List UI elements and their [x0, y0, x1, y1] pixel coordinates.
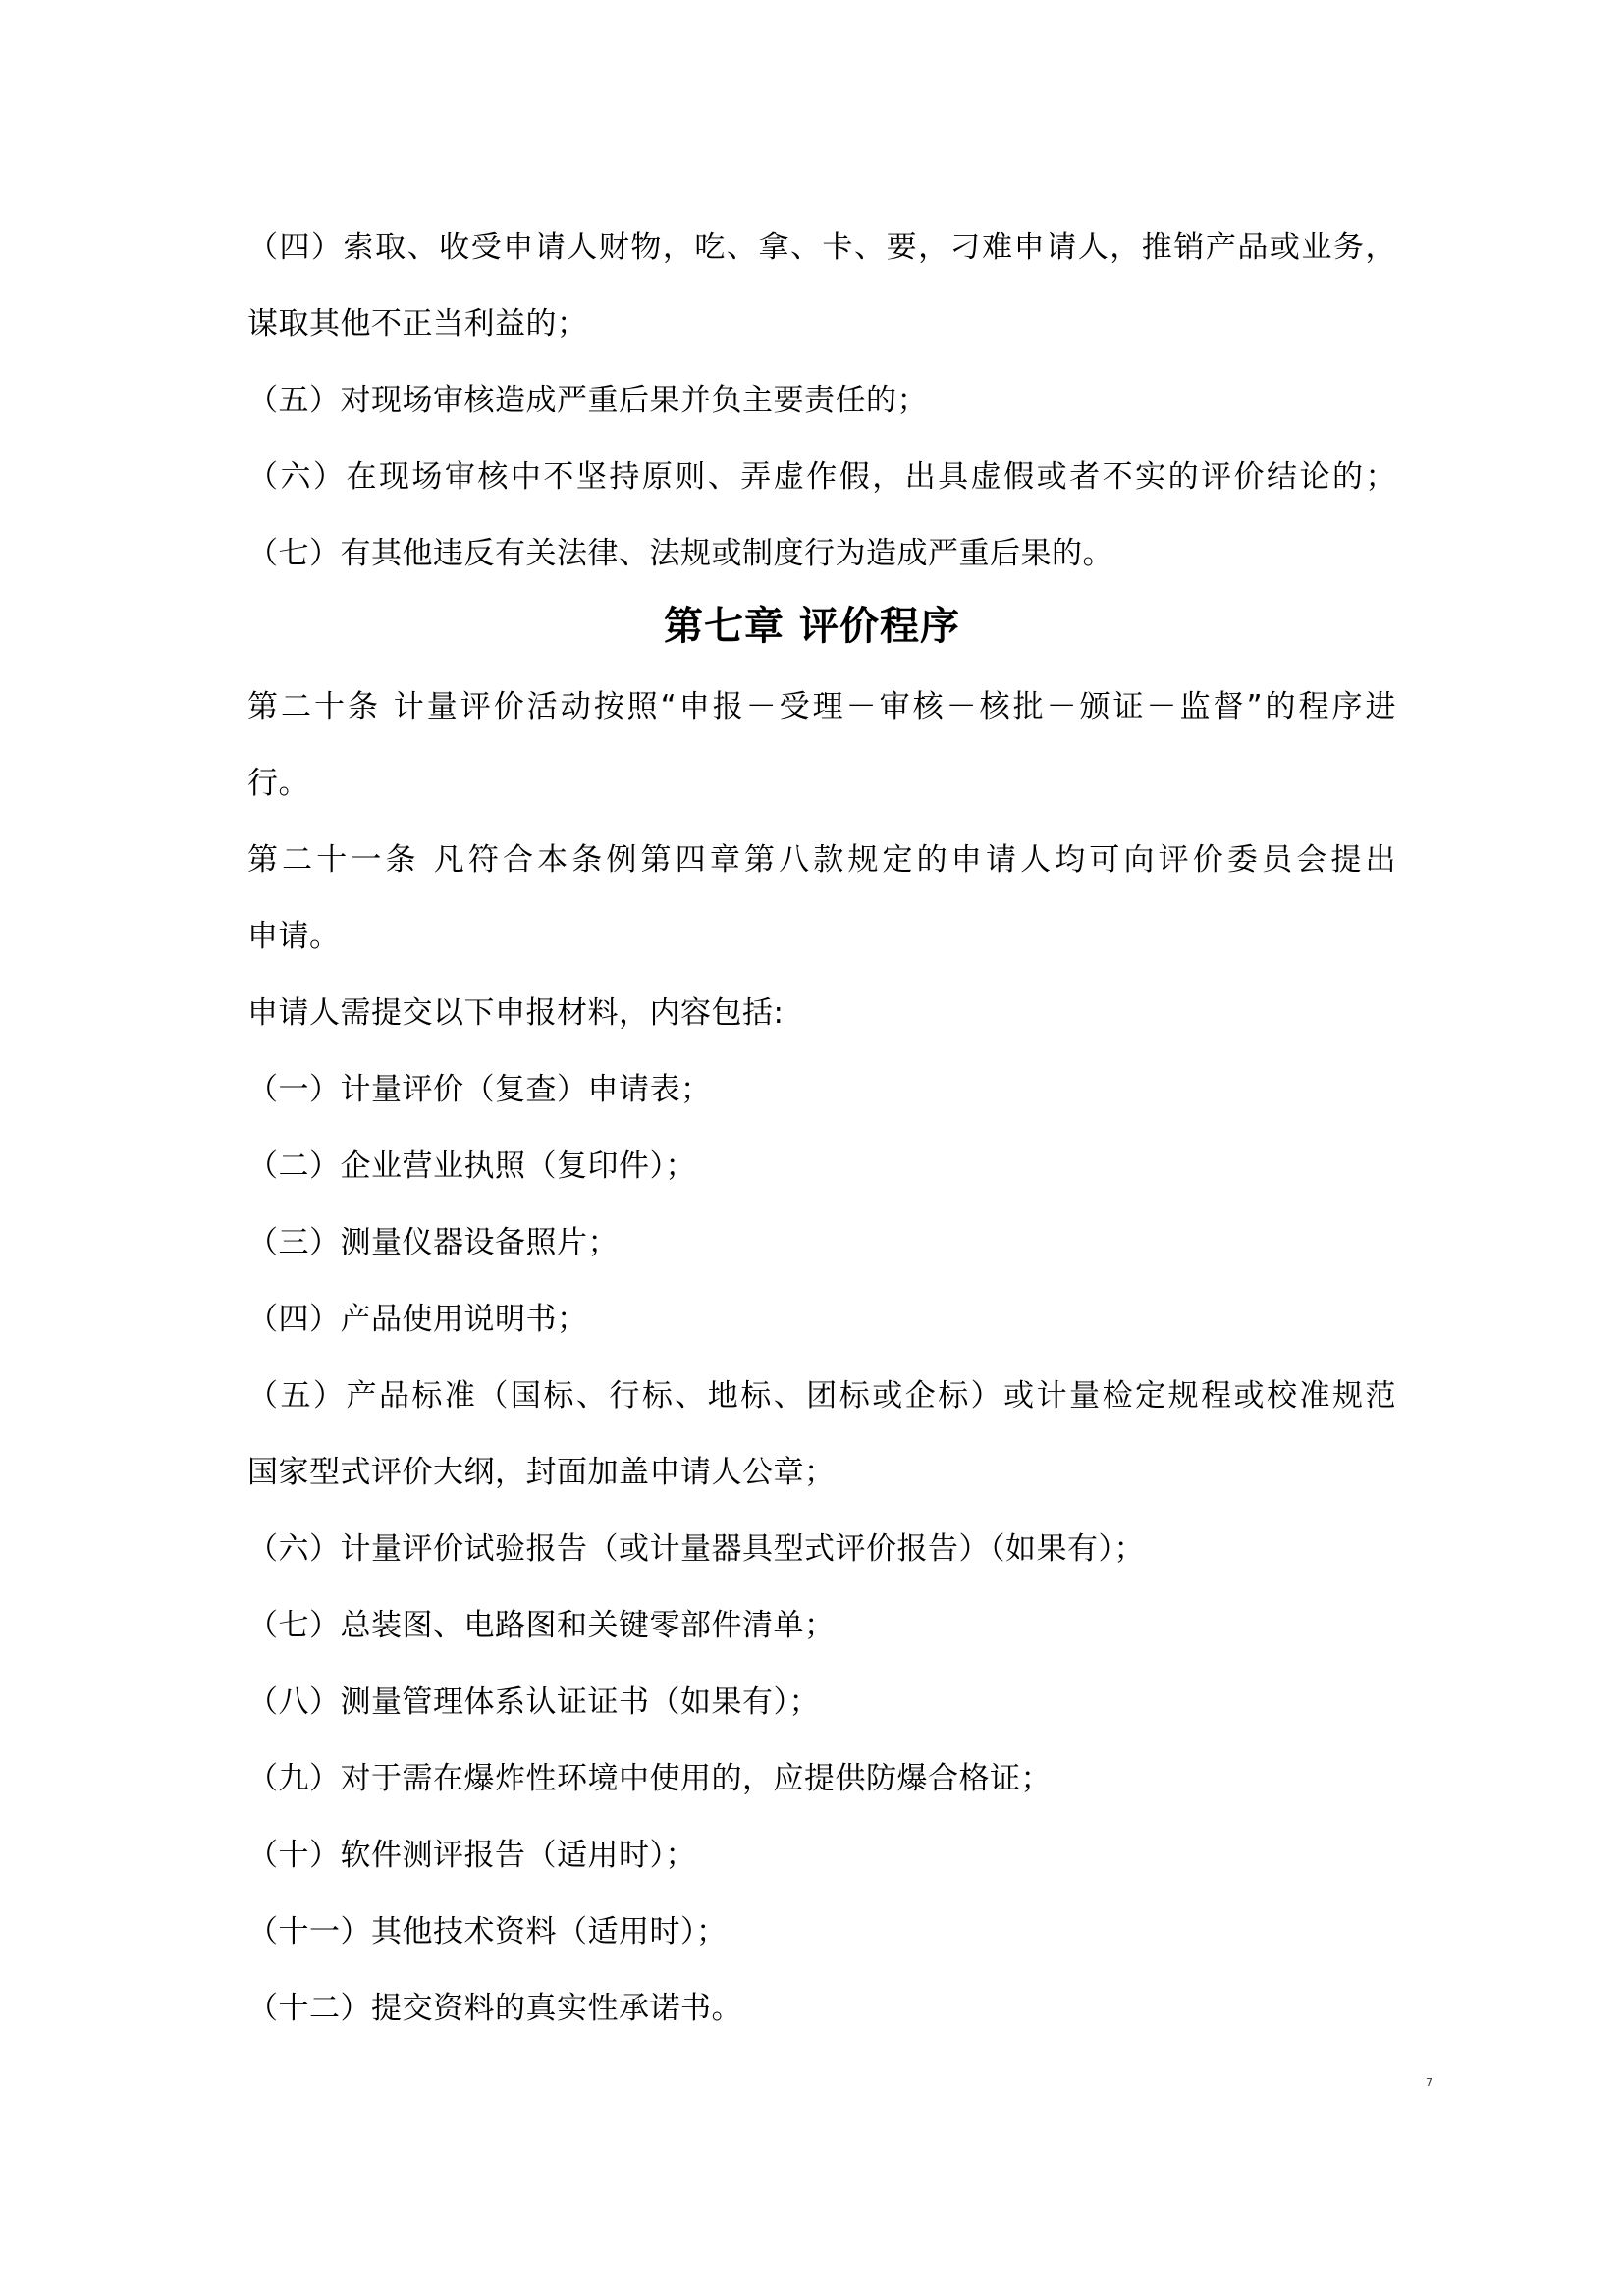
- material-item-10: （十）软件测评报告（适用时）；: [247, 1838, 696, 1873]
- clause-6: （六）在现场审核中不坚持原则、弄虚作假，出具虚假或者不实的评价结论的；: [247, 459, 1396, 495]
- clause-4-line-1: （四）索取、收受申请人财物，吃、拿、卡、要，刁难申请人，推销产品或业务，: [247, 230, 1396, 265]
- material-item-1: （一）计量评价（复查）申请表；: [247, 1072, 712, 1107]
- article-20-line-2: 行。: [247, 766, 309, 801]
- material-item-11: （十一）其他技术资料（适用时）；: [247, 1914, 728, 1949]
- material-item-8: （八）测量管理体系认证证书（如果有）；: [247, 1684, 820, 1720]
- article-21-line-1: 第二十一条 凡符合本条例第四章第八款规定的申请人均可向评价委员会提出: [247, 842, 1396, 878]
- article-21-line-2: 申请。: [247, 919, 341, 954]
- materials-intro: 申请人需提交以下申报材料，内容包括:: [247, 995, 785, 1031]
- clause-4-line-2: 谋取其他不正当利益的；: [247, 306, 588, 342]
- material-item-3: （三）测量仪器设备照片；: [247, 1225, 619, 1260]
- material-item-6: （六）计量评价试验报告（或计量器具型式评价报告）（如果有）；: [247, 1531, 1145, 1567]
- clause-5: （五）对现场审核造成严重后果并负主要责任的；: [247, 383, 928, 418]
- material-item-2: （二）企业营业执照（复印件）；: [247, 1148, 696, 1184]
- material-item-7: （七）总装图、电路图和关键零部件清单；: [247, 1608, 836, 1643]
- article-20-line-1: 第二十条 计量评价活动按照“申报－受理－审核－核批－颁证－监督”的程序进: [247, 689, 1396, 724]
- material-item-4: （四）产品使用说明书；: [247, 1302, 588, 1337]
- page-number: 7: [1426, 2076, 1433, 2089]
- material-item-9: （九）对于需在爆炸性环境中使用的，应提供防爆合格证；: [247, 1761, 1052, 1796]
- material-item-12: （十二）提交资料的真实性承诺书。: [247, 1991, 742, 2026]
- clause-7: （七）有其他违反有关法律、法规或制度行为造成严重后果的。: [247, 536, 1113, 571]
- material-item-5-line-2: 国家型式评价大纲，封面加盖申请人公章；: [247, 1455, 836, 1490]
- chapter-heading: 第七章 评价程序: [664, 604, 960, 649]
- material-item-5-line-1: （五）产品标准（国标、行标、地标、团标或企标）或计量检定规程或校准规范: [247, 1378, 1396, 1414]
